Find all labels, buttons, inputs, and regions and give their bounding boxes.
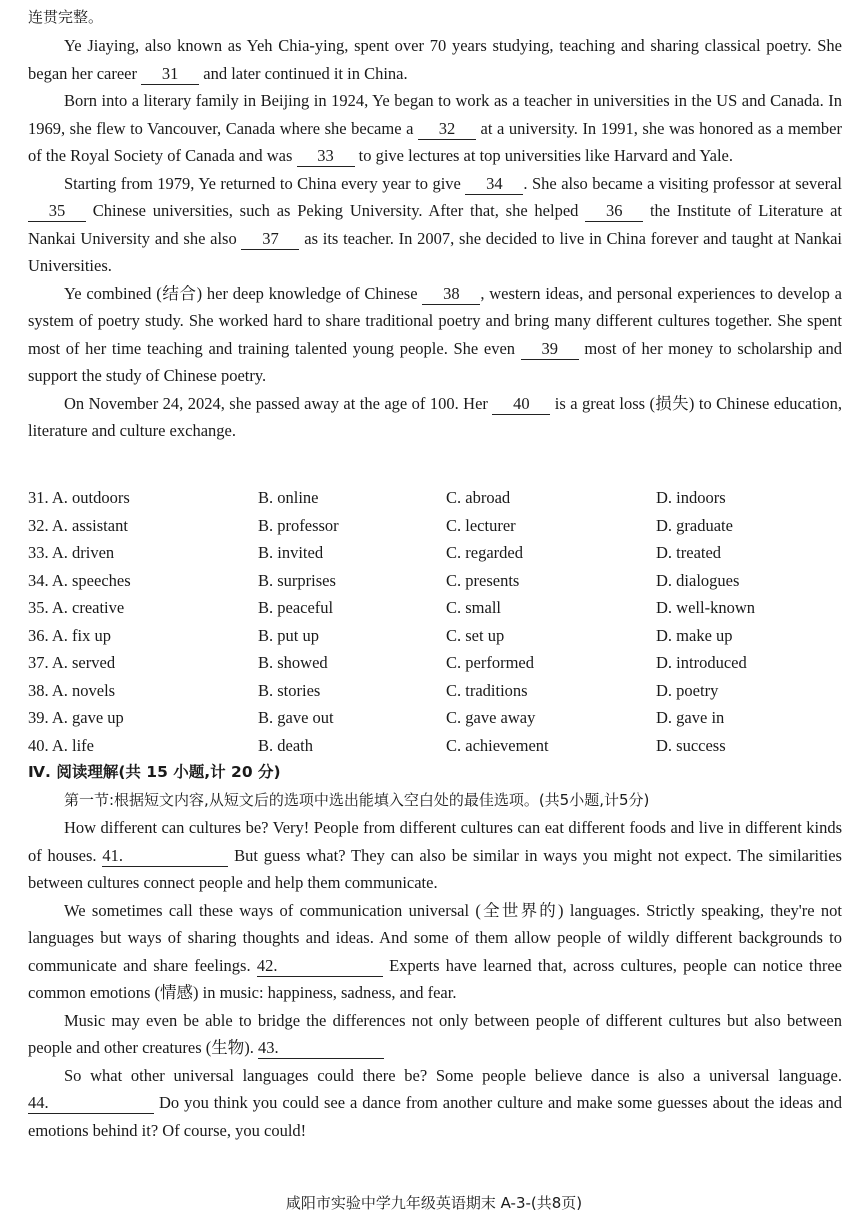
blank-43: 43.	[258, 1038, 384, 1059]
option-b: B. peaceful	[258, 598, 334, 617]
option-row-31	[28, 484, 842, 512]
option-b: B. surprises	[258, 570, 336, 590]
option-b: B. stories	[258, 680, 321, 700]
reading-paragraph-3: Music may even be able to bridge the differences not only between people of different cultures but also between people and other creatures (生物). 43.	[28, 1010, 842, 1057]
cloze-paragraph-2: Born into a literary family in Beijing in 1924, Ye began to work as a teacher in universities in the US and Canada. In 1969, she flew to Vancouver, Canada where she became a 32 at a university. In 1991, she was honored as a member of the Royal Society of Canada and was 33 to give lectures at top universities like Harvard and Yale.	[28, 91, 842, 165]
option-a: 39. A. gave up	[28, 708, 124, 727]
blank-39: 39	[521, 339, 579, 360]
cloze-paragraph-5: On November 24, 2024, she passed away at the age of 100. Her 40 is a great loss (损失) to Chinese education, literature and culture exchange.	[28, 393, 842, 440]
option-b: B. invited	[258, 543, 324, 562]
option-a: 33. A. driven	[28, 543, 115, 562]
cloze-passage	[28, 32, 842, 445]
reading-paragraph-2: We sometimes call these ways of communication universal (全世界的) languages. Strictly speaking, they're not languages but ways of sharing thoughts and ideas. And some of them allow people of wildly different backgrounds to communicate and share feelings. 42. Experts have learned that, across cultures, people can notice three common emotions (情感) in music: happiness, sadness, and fear.	[28, 900, 842, 1002]
option-a: 31. A. outdoors	[28, 488, 130, 507]
option-d: D. indoors	[656, 488, 726, 507]
option-row-39	[28, 704, 842, 732]
option-d: D. treated	[656, 543, 722, 562]
blank-42: 42.	[257, 956, 383, 977]
option-row-36	[28, 622, 842, 650]
cloze-paragraph-3: Starting from 1979, Ye returned to China every year to give 34 . She also became a visiting professor at several 35 Chinese universities, such as Peking University. After that, she helped 36 the Institute of Literature at Nankai University and she also 37 as its teacher. In 2007, she decided to live in China forever and taught at Nankai Universities.	[28, 173, 842, 275]
option-d: D. success	[656, 735, 726, 755]
option-c: C. achievement	[446, 735, 549, 755]
option-c: C. lecturer	[446, 515, 516, 535]
blank-37: 37	[241, 229, 299, 250]
option-a: 37. A. served	[28, 653, 116, 672]
option-row-40	[28, 732, 842, 760]
option-a: 36. A. fix up	[28, 625, 111, 645]
cloze-paragraph-4: Ye combined (结合) her deep knowledge of Chinese 38 , western ideas, and personal experiences to develop a system of poetry study. She worked hard to share traditional poetry and bring many different cultures together. She spent most of her time teaching and training talented young people. She even 39 most of her money to scholarship and support the study of Chinese poetry.	[28, 283, 842, 385]
option-c: C. traditions	[446, 680, 528, 700]
option-c: C. set up	[446, 625, 505, 645]
option-d: D. poetry	[656, 680, 719, 700]
section-heading: Ⅳ. 阅读理解(共 15 小题,计 20 分)	[28, 763, 281, 781]
option-a: 38. A. novels	[28, 680, 116, 700]
option-c: C. small	[446, 598, 502, 617]
option-a: 35. A. creative	[28, 598, 125, 617]
option-d: D. introduced	[656, 653, 747, 672]
top-fragment: 连贯完整。	[28, 8, 104, 26]
blank-38: 38	[422, 284, 480, 305]
section-instruction: 第一节:根据短文内容,从短文后的选项中选出能填入空白处的最佳选项。(共5小题,计5分)	[64, 790, 650, 809]
blank-33: 33	[297, 146, 355, 167]
option-a: 32. A. assistant	[28, 515, 128, 535]
blank-40: 40	[492, 394, 550, 415]
blank-32: 32	[418, 119, 476, 140]
option-d: D. make up	[656, 625, 733, 645]
page-footer: 咸阳市实验中学九年级英语期末 A-3-(共8页)	[285, 1194, 583, 1212]
option-d: D. dialogues	[656, 570, 740, 590]
blank-31: 31	[141, 64, 199, 85]
option-row-35	[28, 594, 842, 622]
option-a: 40. A. life	[28, 735, 94, 755]
option-b: B. death	[258, 735, 313, 755]
option-row-33	[28, 539, 842, 567]
option-c: C. performed	[446, 653, 534, 672]
cloze-paragraph-1: Ye Jiaying, also known as Yeh Chia-ying, spent over 70 years studying, teaching and sharing classical poetry. She began her career 31 and later continued it in China.	[28, 36, 842, 83]
option-b: B. professor	[258, 515, 339, 535]
option-c: C. gave away	[446, 708, 536, 727]
option-row-34	[28, 567, 842, 595]
option-a: 34. A. speeches	[28, 570, 131, 590]
option-d: D. graduate	[656, 515, 733, 535]
reading-passage	[28, 814, 842, 1144]
option-c: C. presents	[446, 570, 520, 590]
option-b: B. gave out	[258, 708, 334, 727]
option-row-38	[28, 677, 842, 705]
reading-paragraph-1: How different can cultures be? Very! People from different cultures can eat different foods and live in different kinds of houses. 41. But guess what? They can also be similar in ways you might not expect. The similarities between cultures connect people and help them communicate.	[28, 818, 842, 892]
blank-34: 34	[465, 174, 523, 195]
blank-41: 41.	[102, 846, 228, 867]
option-c: C. regarded	[446, 543, 523, 562]
option-b: B. showed	[258, 653, 328, 672]
option-d: D. gave in	[656, 708, 725, 727]
reading-paragraph-4: So what other universal languages could there be? Some people believe dance is also a universal language. 44. Do you think you could see a dance from another culture and make some guesses about the ideas and emotions behind it? Of course, you could!	[28, 1065, 842, 1140]
option-d: D. well-known	[656, 598, 755, 617]
blank-36: 36	[585, 201, 643, 222]
option-row-37	[28, 649, 842, 677]
option-row-32	[28, 512, 842, 540]
option-b: B. online	[258, 488, 319, 507]
option-c: C. abroad	[446, 488, 511, 507]
option-b: B. put up	[258, 625, 319, 645]
blank-35: 35	[28, 201, 86, 222]
blank-44: 44.	[28, 1093, 154, 1114]
